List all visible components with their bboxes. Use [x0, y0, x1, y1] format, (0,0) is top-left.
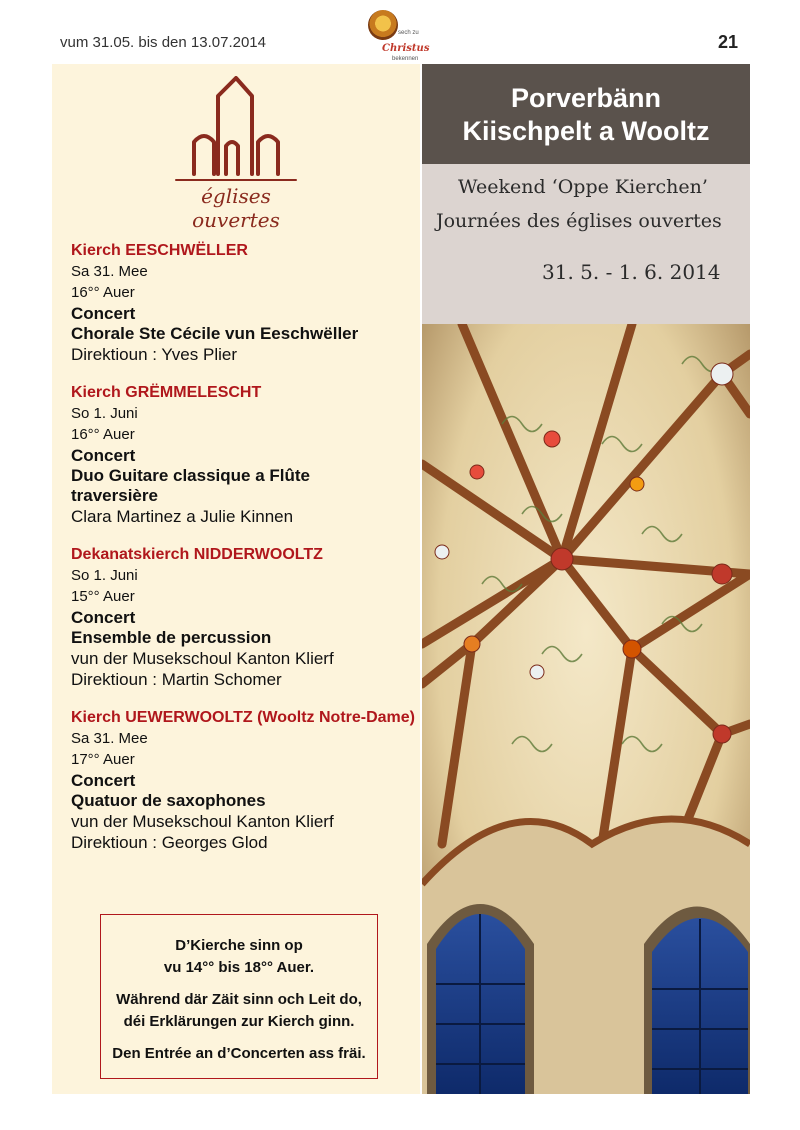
poster-subtitle-line1: Weekend ‘Oppe Kierchen’ — [458, 176, 708, 198]
church-outline-icon — [166, 76, 306, 186]
poster-subtitle-line2: Journées des églises ouvertes — [436, 210, 722, 232]
eglises-ouvertes-logo — [166, 76, 306, 232]
event-time: 15°° Auer — [71, 588, 135, 605]
event-detail: Direktioun : Georges Glod — [71, 833, 268, 852]
event-type: Concert — [71, 304, 136, 323]
vaulted-ceiling-photo — [422, 324, 750, 1094]
event-detail: vun der Musekschoul Kanton Klierf — [71, 649, 334, 668]
event-item-uewerwooltz — [71, 707, 416, 853]
event-date: So 1. Juni — [71, 567, 138, 584]
event-date: Sa 31. Mee — [71, 730, 148, 747]
poster-title-line1: Porverbänn — [510, 83, 662, 113]
event-date: Sa 31. Mee — [71, 263, 148, 280]
eglises-ouvertes-text: églises ouvertes — [192, 184, 280, 232]
event-title: Duo Guitare classique a Flûte traversière — [71, 466, 311, 505]
info-line: déi Erklärungen zur Kierch ginn. — [123, 1013, 355, 1030]
christus-logo-line2: Christus — [382, 43, 430, 54]
poster-title-banner — [422, 64, 750, 164]
event-item-grummelescht — [71, 382, 416, 527]
info-line: Während där Zäit sinn och Leit do, — [116, 991, 362, 1008]
event-type: Concert — [71, 771, 136, 790]
info-line: D’Kierche sinn op — [175, 937, 303, 954]
poster-panel — [422, 64, 750, 1094]
event-title: Quatuor de saxophones — [71, 791, 266, 810]
event-type: Concert — [71, 446, 136, 465]
poster-title-line2: Kiischpelt a Wooltz — [462, 116, 710, 146]
opening-hours-box — [100, 914, 378, 1079]
christus-logo — [366, 10, 430, 64]
event-church: Kierch UEWERWOOLTZ (Wooltz Notre-Dame) — [71, 709, 415, 726]
event-listing-panel — [52, 64, 420, 1094]
info-line: vu 14°° bis 18°° Auer. — [163, 959, 315, 976]
event-detail: vun der Musekschoul Kanton Klierf — [71, 812, 334, 831]
poster-dates: 31. 5. - 1. 6. 2014 — [542, 260, 721, 284]
event-church: Kierch GRËMMELESCHT — [71, 384, 262, 401]
event-list — [71, 240, 416, 870]
event-time: 17°° Auer — [71, 751, 135, 768]
event-title: Chorale Ste Cécile vun Eeschwëller — [71, 324, 359, 343]
event-time: 16°° Auer — [71, 426, 135, 443]
event-date: So 1. Juni — [71, 405, 138, 422]
event-title: Ensemble de percussion — [71, 628, 272, 647]
christus-logo-icon — [368, 10, 398, 40]
info-line: Den Entrée an d’Concerten ass fräi. — [112, 1045, 366, 1062]
event-detail: Clara Martinez a Julie Kinnen — [71, 507, 294, 526]
page-number: 21 — [717, 32, 738, 52]
event-detail: Direktioun : Martin Schomer — [71, 670, 282, 689]
christus-logo-line3: bekennen — [392, 56, 419, 62]
event-church: Kierch EESCHWËLLER — [71, 242, 248, 259]
poster-subtitle-block — [422, 164, 750, 324]
christus-logo-line1: sech zu — [398, 30, 419, 36]
event-type: Concert — [71, 608, 136, 627]
event-church: Dekanatskierch NIDDERWOOLTZ — [71, 546, 323, 563]
event-time: 16°° Auer — [71, 284, 135, 301]
date-range: vum 31.05. bis den 13.07.2014 — [60, 34, 266, 51]
event-item-nidderwooltz — [71, 544, 416, 690]
event-item-eeschweller — [71, 240, 416, 365]
event-detail: Direktioun : Yves Plier — [71, 345, 237, 364]
